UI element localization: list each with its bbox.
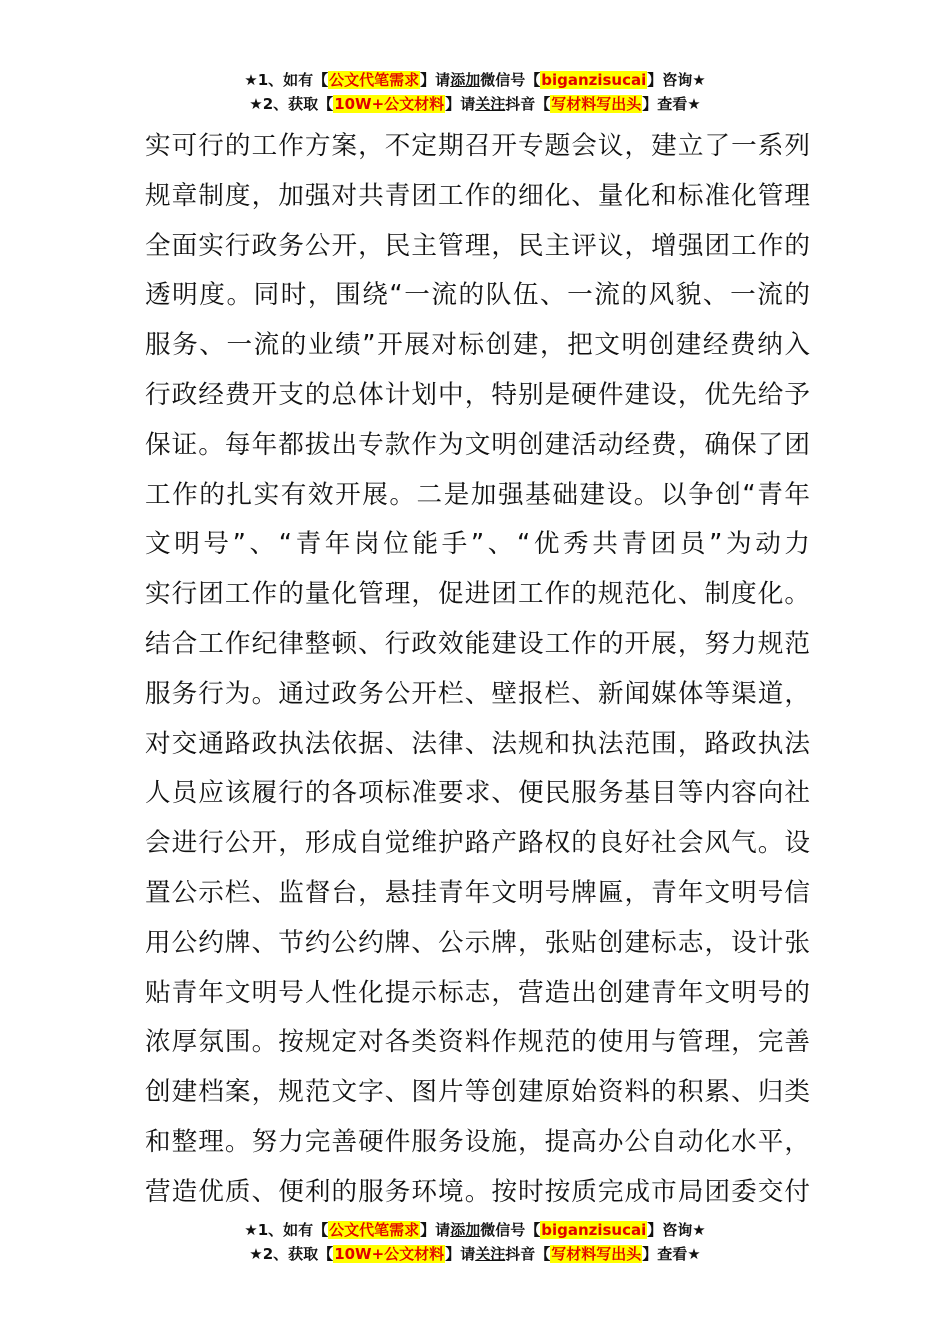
- banner-highlight: 10W+公文材料: [334, 95, 445, 113]
- banner-line-1: [0, 1218, 950, 1242]
- body-line: 营造优质、便利的服务环境。按时按质完成市局团委交付: [145, 1176, 810, 1207]
- body-line: 和整理。努力完善硬件服务设施，提高办公自动化水平，: [145, 1126, 810, 1157]
- banner-text: ★1、如有【: [244, 71, 329, 89]
- banner-text: ★2、获取【: [249, 1245, 334, 1263]
- body-line: 创建档案，规范文字、图片等创建原始资料的积累、归类: [145, 1077, 810, 1108]
- body-line: 会进行公开，形成自觉维护路产路权的良好社会风气。设: [145, 828, 810, 859]
- banner-text: 】请: [445, 1245, 476, 1263]
- banner-underlined-text: 关注: [475, 1245, 506, 1263]
- body-line: 服务行为。通过政务公开栏、壁报栏、新闻媒体等渠道，: [145, 678, 810, 709]
- body-line: 实可行的工作方案，不定期召开专题会议，建立了一系列: [145, 131, 810, 161]
- banner-text: 】请: [445, 95, 476, 113]
- banner-text: ★1、如有【: [244, 1221, 329, 1239]
- banner-underlined-text: 关注: [475, 95, 506, 113]
- banner-text: 】咨询★: [647, 71, 706, 89]
- banner-line-2: [0, 92, 950, 116]
- banner-text: 微信号【: [480, 1221, 541, 1239]
- banner-highlight: 公文代笔需求: [329, 1221, 420, 1239]
- body-line: 保证。每年都拔出专款作为文明创建活动经费，确保了团: [145, 429, 810, 460]
- body-line: 结合工作纪律整顿、行政效能建设工作的开展，努力规范: [145, 628, 810, 659]
- banner-highlight-douyin: 写材料写出头: [551, 1245, 642, 1263]
- banner-text: 】查看★: [642, 95, 701, 113]
- banner-underlined-text: 添加: [450, 1221, 481, 1239]
- body-line: 对交通路政执法依据、法律、法规和执法范围，路政执法: [145, 728, 810, 759]
- banner-highlight: 公文代笔需求: [329, 71, 420, 89]
- banner-text: 】请: [420, 71, 451, 89]
- banner-highlight-wechat-id: biganzisucai: [541, 71, 647, 89]
- footer-banner: [0, 1218, 950, 1266]
- banner-highlight-wechat-id: biganzisucai: [541, 1221, 647, 1239]
- banner-text: 抖音【: [505, 95, 551, 113]
- body-line: 实行团工作的量化管理，促进团工作的规范化、制度化。: [145, 579, 810, 610]
- body-line: 用公约牌、节约公约牌、公示牌，张贴创建标志，设计张: [145, 927, 810, 958]
- body-line: 贴青年文明号人性化提示标志，营造出创建青年文明号的: [145, 977, 810, 1008]
- header-banner: [0, 68, 950, 116]
- document-body: [145, 122, 810, 1218]
- banner-line-2: [0, 1242, 950, 1266]
- banner-text: 】查看★: [642, 1245, 701, 1263]
- body-line: 浓厚氛围。按规定对各类资料作规范的使用与管理，完善: [145, 1027, 810, 1058]
- body-line: 全面实行政务公开，民主管理，民主评议，增强团工作的: [145, 230, 810, 261]
- banner-line-1: [0, 68, 950, 92]
- body-line: 规章制度，加强对共青团工作的细化、量化和标准化管理: [145, 180, 810, 211]
- body-line: 服务、一流的业绩”开展对标创建，把文明创建经费纳入: [145, 330, 810, 361]
- body-line: 文明号”、“青年岗位能手”、“优秀共青团员”为动力: [145, 529, 810, 560]
- banner-highlight: 10W+公文材料: [334, 1245, 445, 1263]
- banner-text: 微信号【: [480, 71, 541, 89]
- banner-highlight-douyin: 写材料写出头: [551, 95, 642, 113]
- banner-text: 】请: [420, 1221, 451, 1239]
- banner-text: ★2、获取【: [249, 95, 334, 113]
- banner-text: 】咨询★: [647, 1221, 706, 1239]
- body-line: 行政经费开支的总体计划中，特别是硬件建设，优先给予: [145, 379, 810, 410]
- banner-underlined-text: 添加: [450, 71, 481, 89]
- body-line: 透明度。同时，围绕“一流的队伍、一流的风貌、一流的: [145, 280, 810, 311]
- body-line: 置公示栏、监督台，悬挂青年文明号牌匾，青年文明号信: [145, 877, 810, 908]
- body-line: 人员应该履行的各项标准要求、便民服务基目等内容向社: [145, 778, 810, 809]
- banner-text: 抖音【: [505, 1245, 551, 1263]
- body-line: 工作的扎实有效开展。二是加强基础建设。以争创“青年: [145, 479, 810, 510]
